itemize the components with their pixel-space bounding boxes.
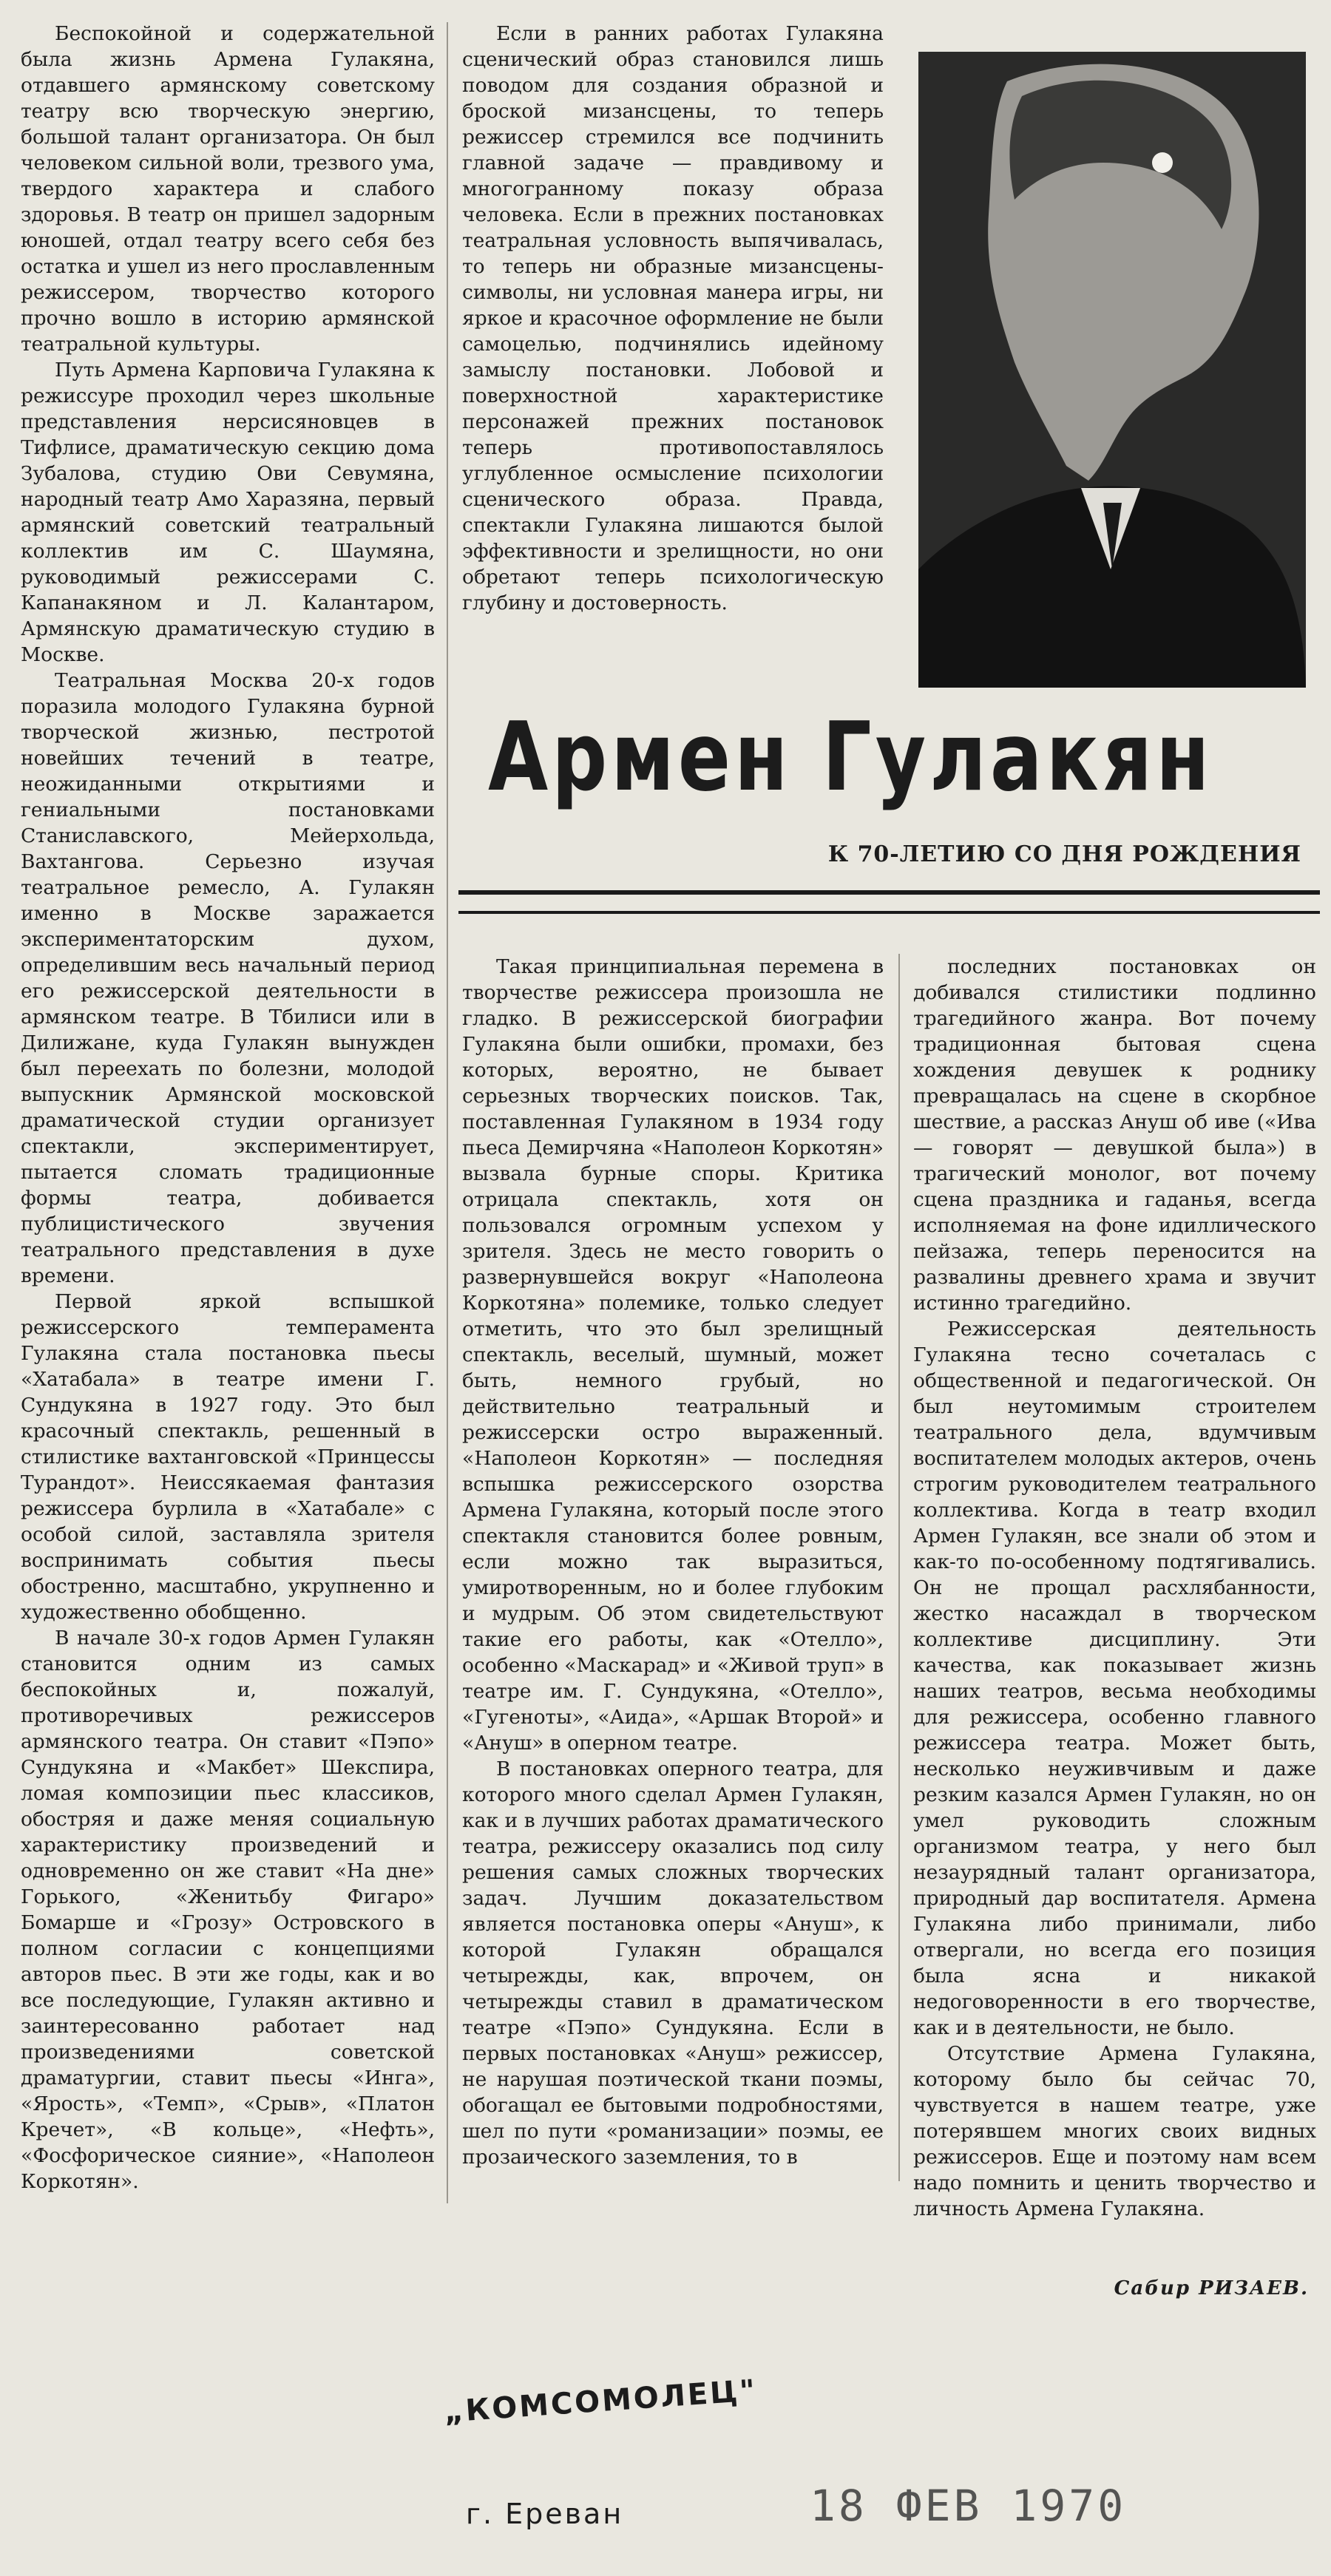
paragraph: Если в ранних работах Гулакяна сценический образ становился лишь поводом для создания образной и броской мизансцены, то теперь режиссер стремился все подчинить главной задаче — правдивому и многогранному показу образа человека. Если в прежних постановках театральная условность выпячивалась, то теперь ни образные мизансцены-символы, ни условная манера игры, ни яркое и красочное оформление не были самоцелью, подчинялись идейному замыслу постановки. Лобовой и поверхностной характеристике персонажей прежних постановок теперь противопоставлялось углубленное осмысление психологии сценического образа. Правда, спектакли Гулакяна лишаются былой эффективности и зрелищности, но они обретают теперь психологическую глубину и достоверность.	[462, 22, 884, 614]
paragraph: Режиссерская деятельность Гулакяна тесно сочеталась с общественной и педагогической. Он был неутомимым строителем театрального дела, вдумчивым воспитателем молодых актеров, очень строгим руководителем театрального коллектива. Когда в театр входил Армен Гулакян, все знали об этом и как-то по-особенному подтягивались. Он не прощал расхлябанности, жестко насаждал в творческом коллективе дисциплину. Эти качества, как показывает жизнь наших театров, весьма необходимы для режиссера, особенно главного режиссера театра. Может быть, несколько неуживчивым и даже резким казался Армен Гулакян, но он умел руководить сложным организмом театра, у него был незаурядный талант организатора, природный дар воспитателя. Армена Гулакяна либо принимали, либо отвергали, но всегда его позиция была ясна и никакой недоговоренности в его творчестве, как и в деятельности, не было.	[913, 1318, 1316, 2039]
article-column-3	[462, 954, 884, 2170]
column-divider	[447, 22, 448, 2203]
paragraph: Путь Армена Карповича Гулакяна к режиссуре проходил через школьные представления нерсисяновцев в Тифлисе, драматическую секцию дома Зубалова, студию Ови Севумяна, народный театр Амо Харазяна, первый армянский советский театральный коллектив им С. Шаумяна, руководимый режиссерами С. Капанакяном и Л. Калантаром, Армянскую драматическую студию в Москве.	[21, 359, 435, 666]
author-signature: Сабир РИЗАЕВ.	[1114, 2277, 1309, 2299]
paragraph: Такая принципиальная перемена в творчестве режиссера произошла не гладко. В режиссерской биографии Гулакяна были ошибки, промахи, без которых, вероятно, не бывает серьезных творческих поисков. Так, поставленная Гулакяном в 1934 году пьеса Демирчяна «Наполеон Коркотян» вызвала бурные споры. Критика отрицала спектакль, хотя он пользовался огромным успехом у зрителя. Здесь не место говорить о развернувшейся вокруг «Наполеона Коркотяна» полемике, только следует отметить, что это был зрелищный спектакль, веселый, шумный, может быть, немного грубый, но действительно театральный и режиссерски остро выраженный. «Наполеон Коркотян» — последняя вспышка режиссерского озорства Армена Гулакяна, который после этого спектакля становится более ровным, если можно так выразиться, умиротворенным, но и более глубоким и мудрым. Об этом свидетельствуют такие его работы, как «Отелло», особенно «Маскарад» и «Живой труп» в театре им. Г. Сундукяна, «Отелло», «Гугеноты», «Аида», «Аршак Второй» и «Ануш» в оперном театре.	[462, 955, 884, 1755]
article-title: Армен Гулакян	[488, 702, 1213, 813]
paragraph: В постановках оперного театра, для которого много сделал Армен Гулакян, как и в лучших работах драматического театра, режиссеру оказались под силу решения самых сложных творческих задач. Лучшим доказательством является постановка оперы «Ануш», к которой Гулакян обращался четырежды, как, впрочем, он четырежды ставил в драматическом театре «Пэпо» Сундукяна. Если в первых постановках «Ануш» режиссер, не нарушая поэтической ткани поэмы, обогащал ее бытовыми подробностями, шел по пути «романизации» поэмы, ее прозаического заземления, то в	[462, 1758, 884, 2169]
portrait-illustration	[918, 52, 1306, 688]
paragraph: Беспокойной и содержательной была жизнь Армена Гулакяна, отдавшего армянскому советскому театру всю творческую энергию, большой талант организатора. Он был человеком сильной воли, трезвого ума, твердого характера и слабого здоровья. В театр он пришел задорным юношей, отдал театру всего себя без остатка и ушел из него прославленным режиссером, творчество которого прочно вошло в историю армянской театральной культуры.	[21, 22, 435, 356]
article-subtitle: К 70-ЛЕТИЮ СО ДНЯ РОЖДЕНИЯ	[827, 841, 1301, 867]
article-column-1	[21, 21, 435, 2194]
paragraph: Первой яркой вспышкой режиссерского темперамента Гулакяна стала постановка пьесы «Хатабала» в театре имени Г. Сундукяна в 1927 году. Это был красочный спектакль, решенный в стилистике вахтанговской «Принцессы Турандот». Неиссякаемая фантазия режиссера бурлила в «Хатабале» с особой силой, заставляла зрителя воспринимать события пьесы обостренно, масштабно, укрупненно и художественно обобщенно.	[21, 1290, 435, 1624]
city-stamp: г. Ереван	[466, 2498, 624, 2530]
heading-rule	[458, 890, 1320, 895]
article-column-4	[913, 954, 1316, 2222]
newspaper-source-stamp: „КОМСОМОЛЕЦ"	[442, 2373, 759, 2430]
column-divider	[898, 954, 900, 2181]
paragraph: Отсутствие Армена Гулакяна, которому было бы сейчас 70, чувствуется в нашем театре, уже потерявшем многих своих видных режиссеров. Еще и поэтому нам всем надо помнить и ценить творчество и личность Армена Гулакяна.	[913, 2042, 1316, 2220]
heading-rule	[458, 911, 1320, 914]
date-stamp: 18 ФЕВ 1970	[810, 2481, 1127, 2531]
paragraph: Театральная Москва 20-х годов поразила молодого Гулакяна бурной творческой жизнью, пестротой новейших течений в театре, неожиданными открытиями и гениальными постановками Станиславского, Мейерхольда, Вахтангова. Серьезно изучая театральное ремесло, А. Гулакян именно в Москве заражается экспериментаторским духом, определившим весь начальный период его режиссерской деятельности в армянском театре. В Тбилиси или в Дилижане, куда Гулакян вынужден был переехать по болезни, молодой выпускник Армянской московской драматической студии организует спектакли, экспериментирует, пытается сломать традиционные формы театра, добивается публицистического звучения театрального представления в духе времени.	[21, 669, 435, 1287]
paragraph: В начале 30-х годов Армен Гулакян становится одним из самых беспокойных и, пожалуй, противоречивых режиссеров армянского театра. Он ставит «Пэпо» Сундукяна и «Макбет» Шекспира, ломая композиции пьес классиков, обостряя и даже меняя социальную характеристику произведений и одновременно он же ставит «На дне» Горького, «Женитьбу Фигаро» Бомарше и «Грозу» Островского в полном согласии с концепциями авторов пьес. В эти же годы, как и во все последующие, Гулакян активно и заинтересованно работает над произведениями советской драматургии, ставит пьесы «Инга», «Ярость», «Темп», «Срыв», «Платон Кречет», «В кольце», «Нефть», «Фосфорическое сияние», «Наполеон Коркотян».	[21, 1627, 435, 2193]
article-column-2	[462, 21, 884, 616]
portrait-photo	[918, 52, 1306, 688]
paragraph: последних постановках он добивался стилистики подлинно трагедийного жанра. Вот почему традиционная бытовая сцена хождения девушек к роднику превращалась на сцене в скорбное шествие, а рассказ Ануш об иве («Ива — говорят — девушкой была») в трагический монолог, вот почему сцена праздника и гаданья, всегда исполняемая на фоне идиллического пейзажа, теперь переносится на развалины древнего храма и звучит истинно трагедийно.	[913, 955, 1316, 1315]
